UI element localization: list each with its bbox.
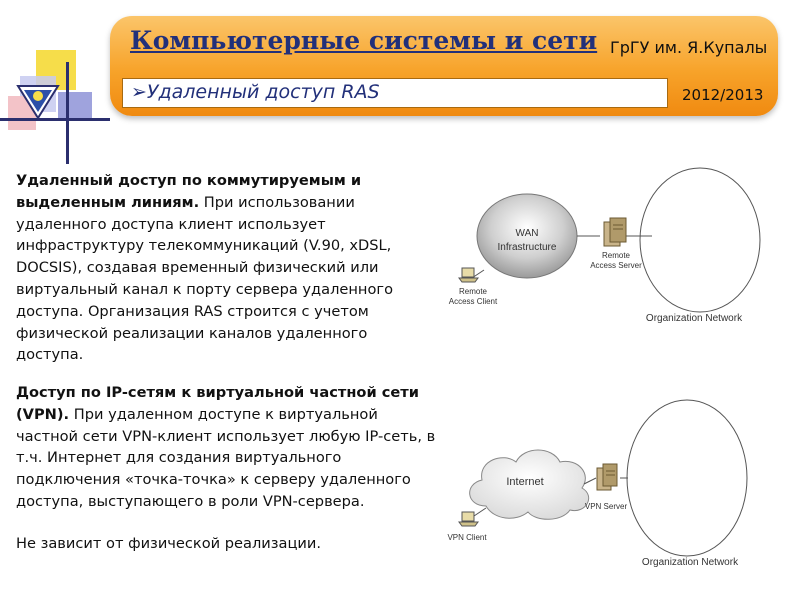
diagram-ras — [449, 168, 760, 324]
paragraph-dialup-body: При использовании удаленного доступа клиент использует инфраструктуру телекоммуникаций (V.90, xDSL, DOCSIS), создавая временный физический или виртуальный канал к порту сервера удаленного доступа. Организация RAS строится с учетом физической реализации каналов удаленного доступа. — [16, 193, 393, 364]
client-label-line1: Remote — [458, 287, 488, 296]
subtitle-marker-icon: ➢ — [131, 81, 147, 103]
vpn-client-label: VPN Client — [447, 533, 487, 542]
server-label-line2: Access Server — [590, 261, 642, 270]
subtitle-text: Удаленный доступ RAS — [146, 81, 380, 103]
organization-network-ellipse-2 — [627, 400, 747, 556]
remote-access-client-icon — [459, 268, 478, 282]
course-title: Компьютерные системы и сети — [130, 26, 598, 55]
remote-access-server-icon — [604, 218, 626, 246]
paragraph-vpn-body: При удаленном доступе к виртуальной частной сети VPN-клиент использует любую IP-сеть, в т.ч. Интернет для создания виртуального подключения «точка-точка» к серверу удаленного доступа, выступающего в роли VPN-сервера. — [16, 405, 436, 510]
diagram-vpn — [447, 400, 747, 568]
internet-label: Internet — [506, 476, 544, 488]
university-name: ГрГУ им. Я.Купалы — [610, 38, 768, 57]
paragraph-note: Не зависит от физической реализации. — [16, 535, 322, 552]
academic-year: 2012/2013 — [682, 86, 764, 104]
paragraph-dialup-heading: Удаленный доступ по коммутируемым и выделенным линиям. — [16, 172, 362, 211]
wan-label-line2: Infrastructure — [497, 242, 557, 253]
organization-network-ellipse-1 — [640, 168, 760, 312]
vpn-server-icon — [597, 464, 617, 490]
server-label-line1: Remote — [601, 251, 631, 260]
wan-label-line1: WAN — [515, 228, 539, 239]
organization-network-label-2: Organization Network — [641, 557, 739, 568]
paragraph-vpn-heading: Доступ по IP-сетям к виртуальной частной сети (VPN). — [16, 384, 419, 423]
vpn-server-label: VPN Server — [584, 502, 628, 511]
vpn-client-icon — [459, 512, 478, 526]
client-label-line2: Access Client — [448, 297, 498, 306]
organization-network-label-1: Organization Network — [645, 313, 743, 324]
